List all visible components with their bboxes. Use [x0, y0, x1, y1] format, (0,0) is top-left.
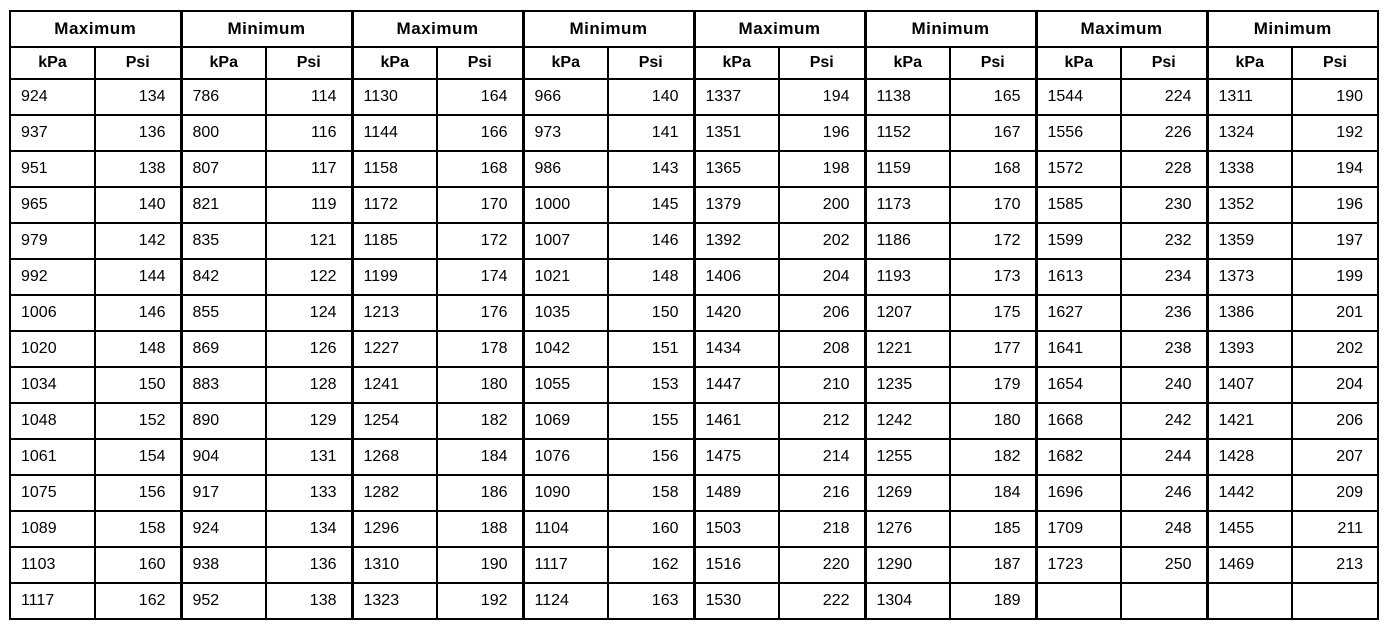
kpa-cell: 1020 [10, 331, 95, 367]
psi-cell: 234 [1121, 259, 1207, 295]
kpa-cell: 1075 [10, 475, 95, 511]
psi-cell: 138 [266, 583, 352, 619]
group-header-row [10, 11, 1378, 47]
kpa-cell: 986 [523, 151, 608, 187]
kpa-cell: 1516 [694, 547, 779, 583]
psi-cell: 173 [950, 259, 1036, 295]
psi-cell: 206 [1292, 403, 1378, 439]
kpa-cell: 855 [181, 295, 266, 331]
kpa-cell: 1365 [694, 151, 779, 187]
psi-cell: 180 [950, 403, 1036, 439]
kpa-cell: 1407 [1207, 367, 1292, 403]
psi-cell: 182 [437, 403, 523, 439]
psi-cell: 140 [95, 187, 181, 223]
kpa-cell [1036, 583, 1121, 619]
psi-cell: 218 [779, 511, 865, 547]
table-row [10, 367, 1378, 403]
kpa-cell: 1447 [694, 367, 779, 403]
psi-cell: 134 [266, 511, 352, 547]
psi-cell: 206 [779, 295, 865, 331]
kpa-cell: 807 [181, 151, 266, 187]
kpa-cell: 1373 [1207, 259, 1292, 295]
psi-cell: 148 [608, 259, 694, 295]
kpa-cell: 1709 [1036, 511, 1121, 547]
psi-cell: 134 [95, 79, 181, 115]
psi-cell: 201 [1292, 295, 1378, 331]
table-row [10, 331, 1378, 367]
psi-cell: 190 [437, 547, 523, 583]
psi-cell: 210 [779, 367, 865, 403]
kpa-header: kPa [352, 47, 437, 79]
kpa-cell: 1723 [1036, 547, 1121, 583]
psi-header: Psi [95, 47, 181, 79]
psi-cell: 204 [779, 259, 865, 295]
kpa-cell: 1193 [865, 259, 950, 295]
psi-cell: 160 [608, 511, 694, 547]
kpa-header: kPa [694, 47, 779, 79]
psi-cell: 119 [266, 187, 352, 223]
psi-cell: 124 [266, 295, 352, 331]
psi-cell: 213 [1292, 547, 1378, 583]
kpa-cell: 1324 [1207, 115, 1292, 151]
psi-cell: 224 [1121, 79, 1207, 115]
kpa-cell: 842 [181, 259, 266, 295]
kpa-cell: 1556 [1036, 115, 1121, 151]
kpa-cell: 904 [181, 439, 266, 475]
psi-cell: 222 [779, 583, 865, 619]
psi-cell: 168 [437, 151, 523, 187]
kpa-cell: 1475 [694, 439, 779, 475]
kpa-cell: 1042 [523, 331, 608, 367]
psi-cell: 209 [1292, 475, 1378, 511]
table-row [10, 259, 1378, 295]
kpa-cell: 1000 [523, 187, 608, 223]
kpa-cell: 1117 [523, 547, 608, 583]
psi-cell: 154 [95, 439, 181, 475]
kpa-cell: 1530 [694, 583, 779, 619]
kpa-cell: 1255 [865, 439, 950, 475]
psi-cell: 163 [608, 583, 694, 619]
psi-cell: 122 [266, 259, 352, 295]
psi-cell: 136 [95, 115, 181, 151]
kpa-cell: 786 [181, 79, 266, 115]
psi-cell: 207 [1292, 439, 1378, 475]
psi-cell: 238 [1121, 331, 1207, 367]
kpa-cell: 1048 [10, 403, 95, 439]
table-row [10, 295, 1378, 331]
kpa-cell: 1242 [865, 403, 950, 439]
psi-cell: 211 [1292, 511, 1378, 547]
kpa-cell: 1310 [352, 547, 437, 583]
table-row [10, 403, 1378, 439]
kpa-cell: 1428 [1207, 439, 1292, 475]
kpa-cell: 1089 [10, 511, 95, 547]
kpa-cell: 1159 [865, 151, 950, 187]
kpa-cell: 1269 [865, 475, 950, 511]
kpa-cell: 1585 [1036, 187, 1121, 223]
psi-cell: 184 [437, 439, 523, 475]
kpa-cell: 1641 [1036, 331, 1121, 367]
psi-cell: 121 [266, 223, 352, 259]
psi-cell: 212 [779, 403, 865, 439]
psi-cell: 202 [1292, 331, 1378, 367]
psi-header: Psi [779, 47, 865, 79]
kpa-cell: 1158 [352, 151, 437, 187]
psi-cell: 114 [266, 79, 352, 115]
kpa-cell: 917 [181, 475, 266, 511]
kpa-cell: 821 [181, 187, 266, 223]
kpa-header: kPa [865, 47, 950, 79]
kpa-header: kPa [1207, 47, 1292, 79]
psi-cell: 170 [950, 187, 1036, 223]
kpa-cell: 800 [181, 115, 266, 151]
kpa-cell: 883 [181, 367, 266, 403]
group-header-minimum: Minimum [865, 11, 1036, 47]
psi-cell: 250 [1121, 547, 1207, 583]
psi-cell: 167 [950, 115, 1036, 151]
kpa-cell: 1296 [352, 511, 437, 547]
psi-cell: 190 [1292, 79, 1378, 115]
kpa-cell: 1379 [694, 187, 779, 223]
psi-cell: 192 [1292, 115, 1378, 151]
group-header-minimum: Minimum [523, 11, 694, 47]
kpa-cell: 1199 [352, 259, 437, 295]
kpa-cell: 1124 [523, 583, 608, 619]
table-row [10, 511, 1378, 547]
kpa-cell [1207, 583, 1292, 619]
kpa-cell: 1173 [865, 187, 950, 223]
group-header-maximum: Maximum [10, 11, 181, 47]
kpa-cell: 1055 [523, 367, 608, 403]
table-row [10, 223, 1378, 259]
kpa-cell: 937 [10, 115, 95, 151]
psi-cell: 226 [1121, 115, 1207, 151]
psi-cell: 176 [437, 295, 523, 331]
table-row [10, 547, 1378, 583]
psi-cell: 138 [95, 151, 181, 187]
kpa-cell: 1061 [10, 439, 95, 475]
group-header-minimum: Minimum [181, 11, 352, 47]
psi-cell: 151 [608, 331, 694, 367]
psi-cell: 129 [266, 403, 352, 439]
kpa-cell: 1393 [1207, 331, 1292, 367]
psi-cell: 194 [1292, 151, 1378, 187]
psi-cell: 198 [779, 151, 865, 187]
psi-cell: 187 [950, 547, 1036, 583]
kpa-cell: 924 [181, 511, 266, 547]
kpa-cell: 1117 [10, 583, 95, 619]
table-row [10, 475, 1378, 511]
kpa-cell: 1668 [1036, 403, 1121, 439]
kpa-cell: 1282 [352, 475, 437, 511]
psi-cell: 158 [608, 475, 694, 511]
psi-cell: 196 [779, 115, 865, 151]
kpa-cell: 869 [181, 331, 266, 367]
kpa-cell: 1682 [1036, 439, 1121, 475]
psi-cell: 142 [95, 223, 181, 259]
kpa-cell: 1227 [352, 331, 437, 367]
kpa-header: kPa [10, 47, 95, 79]
psi-cell: 172 [950, 223, 1036, 259]
psi-cell: 162 [95, 583, 181, 619]
psi-cell: 175 [950, 295, 1036, 331]
psi-cell: 216 [779, 475, 865, 511]
kpa-cell: 1186 [865, 223, 950, 259]
kpa-cell: 1006 [10, 295, 95, 331]
kpa-cell: 1613 [1036, 259, 1121, 295]
psi-cell: 240 [1121, 367, 1207, 403]
kpa-cell: 1268 [352, 439, 437, 475]
kpa-cell: 1323 [352, 583, 437, 619]
psi-cell: 148 [95, 331, 181, 367]
kpa-cell: 1021 [523, 259, 608, 295]
kpa-cell: 1311 [1207, 79, 1292, 115]
kpa-header: kPa [181, 47, 266, 79]
psi-cell: 197 [1292, 223, 1378, 259]
kpa-cell: 938 [181, 547, 266, 583]
psi-cell [1121, 583, 1207, 619]
kpa-cell: 951 [10, 151, 95, 187]
kpa-cell: 1599 [1036, 223, 1121, 259]
psi-cell: 160 [95, 547, 181, 583]
psi-cell: 214 [779, 439, 865, 475]
kpa-cell: 1007 [523, 223, 608, 259]
kpa-cell: 1213 [352, 295, 437, 331]
psi-cell: 145 [608, 187, 694, 223]
kpa-cell: 1503 [694, 511, 779, 547]
kpa-cell: 1103 [10, 547, 95, 583]
psi-cell: 199 [1292, 259, 1378, 295]
kpa-cell: 1442 [1207, 475, 1292, 511]
psi-cell: 208 [779, 331, 865, 367]
kpa-cell: 924 [10, 79, 95, 115]
psi-cell: 172 [437, 223, 523, 259]
psi-cell: 146 [95, 295, 181, 331]
kpa-cell: 1152 [865, 115, 950, 151]
psi-cell: 194 [779, 79, 865, 115]
kpa-cell: 1406 [694, 259, 779, 295]
kpa-cell: 965 [10, 187, 95, 223]
psi-cell: 128 [266, 367, 352, 403]
kpa-cell: 1359 [1207, 223, 1292, 259]
kpa-cell: 1421 [1207, 403, 1292, 439]
table-row [10, 115, 1378, 151]
psi-cell: 202 [779, 223, 865, 259]
psi-cell: 177 [950, 331, 1036, 367]
psi-cell: 184 [950, 475, 1036, 511]
kpa-cell: 1254 [352, 403, 437, 439]
psi-cell: 166 [437, 115, 523, 151]
psi-cell: 179 [950, 367, 1036, 403]
psi-cell: 156 [608, 439, 694, 475]
psi-cell: 242 [1121, 403, 1207, 439]
psi-header: Psi [1292, 47, 1378, 79]
kpa-cell: 1090 [523, 475, 608, 511]
psi-cell: 189 [950, 583, 1036, 619]
kpa-cell: 979 [10, 223, 95, 259]
kpa-cell: 1469 [1207, 547, 1292, 583]
psi-cell: 116 [266, 115, 352, 151]
kpa-cell: 1338 [1207, 151, 1292, 187]
pressure-table [9, 10, 1379, 620]
table-body [10, 79, 1378, 619]
kpa-header: kPa [523, 47, 608, 79]
psi-cell: 153 [608, 367, 694, 403]
psi-header: Psi [437, 47, 523, 79]
psi-cell: 196 [1292, 187, 1378, 223]
table-row [10, 79, 1378, 115]
table-row [10, 583, 1378, 619]
psi-cell: 158 [95, 511, 181, 547]
kpa-cell: 1290 [865, 547, 950, 583]
psi-cell: 246 [1121, 475, 1207, 511]
kpa-cell: 835 [181, 223, 266, 259]
kpa-cell: 1386 [1207, 295, 1292, 331]
psi-cell: 232 [1121, 223, 1207, 259]
kpa-cell: 1276 [865, 511, 950, 547]
psi-cell: 117 [266, 151, 352, 187]
kpa-cell: 966 [523, 79, 608, 115]
kpa-cell: 1138 [865, 79, 950, 115]
psi-header: Psi [608, 47, 694, 79]
psi-cell: 164 [437, 79, 523, 115]
psi-cell [1292, 583, 1378, 619]
kpa-cell: 1544 [1036, 79, 1121, 115]
psi-cell: 178 [437, 331, 523, 367]
psi-cell: 200 [779, 187, 865, 223]
unit-header-row [10, 47, 1378, 79]
kpa-cell: 1235 [865, 367, 950, 403]
psi-cell: 192 [437, 583, 523, 619]
psi-cell: 220 [779, 547, 865, 583]
psi-cell: 143 [608, 151, 694, 187]
kpa-cell: 1337 [694, 79, 779, 115]
kpa-cell: 1627 [1036, 295, 1121, 331]
pressure-table-container [9, 10, 1379, 620]
psi-cell: 180 [437, 367, 523, 403]
kpa-cell: 1351 [694, 115, 779, 151]
group-header-maximum: Maximum [1036, 11, 1207, 47]
table-row [10, 187, 1378, 223]
kpa-cell: 1185 [352, 223, 437, 259]
kpa-cell: 1130 [352, 79, 437, 115]
psi-cell: 155 [608, 403, 694, 439]
psi-cell: 185 [950, 511, 1036, 547]
psi-cell: 170 [437, 187, 523, 223]
psi-cell: 136 [266, 547, 352, 583]
psi-cell: 230 [1121, 187, 1207, 223]
psi-header: Psi [950, 47, 1036, 79]
kpa-cell: 1392 [694, 223, 779, 259]
kpa-cell: 1104 [523, 511, 608, 547]
psi-cell: 141 [608, 115, 694, 151]
group-header-maximum: Maximum [352, 11, 523, 47]
psi-cell: 188 [437, 511, 523, 547]
group-header-maximum: Maximum [694, 11, 865, 47]
kpa-cell: 1069 [523, 403, 608, 439]
psi-cell: 146 [608, 223, 694, 259]
psi-cell: 228 [1121, 151, 1207, 187]
psi-cell: 144 [95, 259, 181, 295]
kpa-cell: 1420 [694, 295, 779, 331]
kpa-cell: 1461 [694, 403, 779, 439]
kpa-cell: 952 [181, 583, 266, 619]
kpa-cell: 1076 [523, 439, 608, 475]
psi-header: Psi [266, 47, 352, 79]
kpa-cell: 1035 [523, 295, 608, 331]
psi-cell: 165 [950, 79, 1036, 115]
kpa-cell: 992 [10, 259, 95, 295]
psi-cell: 186 [437, 475, 523, 511]
psi-cell: 140 [608, 79, 694, 115]
kpa-cell: 1304 [865, 583, 950, 619]
kpa-cell: 1221 [865, 331, 950, 367]
kpa-cell: 1455 [1207, 511, 1292, 547]
kpa-cell: 1572 [1036, 151, 1121, 187]
psi-cell: 248 [1121, 511, 1207, 547]
psi-cell: 131 [266, 439, 352, 475]
kpa-cell: 1144 [352, 115, 437, 151]
psi-cell: 150 [95, 367, 181, 403]
psi-cell: 182 [950, 439, 1036, 475]
table-row [10, 151, 1378, 187]
psi-cell: 133 [266, 475, 352, 511]
kpa-cell: 890 [181, 403, 266, 439]
kpa-cell: 1434 [694, 331, 779, 367]
psi-cell: 168 [950, 151, 1036, 187]
psi-cell: 126 [266, 331, 352, 367]
kpa-cell: 1207 [865, 295, 950, 331]
psi-cell: 152 [95, 403, 181, 439]
kpa-cell: 1034 [10, 367, 95, 403]
kpa-cell: 1241 [352, 367, 437, 403]
kpa-cell: 1489 [694, 475, 779, 511]
kpa-header: kPa [1036, 47, 1121, 79]
kpa-cell: 1172 [352, 187, 437, 223]
psi-cell: 174 [437, 259, 523, 295]
kpa-cell: 973 [523, 115, 608, 151]
psi-header: Psi [1121, 47, 1207, 79]
psi-cell: 204 [1292, 367, 1378, 403]
psi-cell: 150 [608, 295, 694, 331]
psi-cell: 156 [95, 475, 181, 511]
psi-cell: 244 [1121, 439, 1207, 475]
psi-cell: 236 [1121, 295, 1207, 331]
kpa-cell: 1654 [1036, 367, 1121, 403]
psi-cell: 162 [608, 547, 694, 583]
kpa-cell: 1352 [1207, 187, 1292, 223]
kpa-cell: 1696 [1036, 475, 1121, 511]
group-header-minimum: Minimum [1207, 11, 1378, 47]
table-row [10, 439, 1378, 475]
